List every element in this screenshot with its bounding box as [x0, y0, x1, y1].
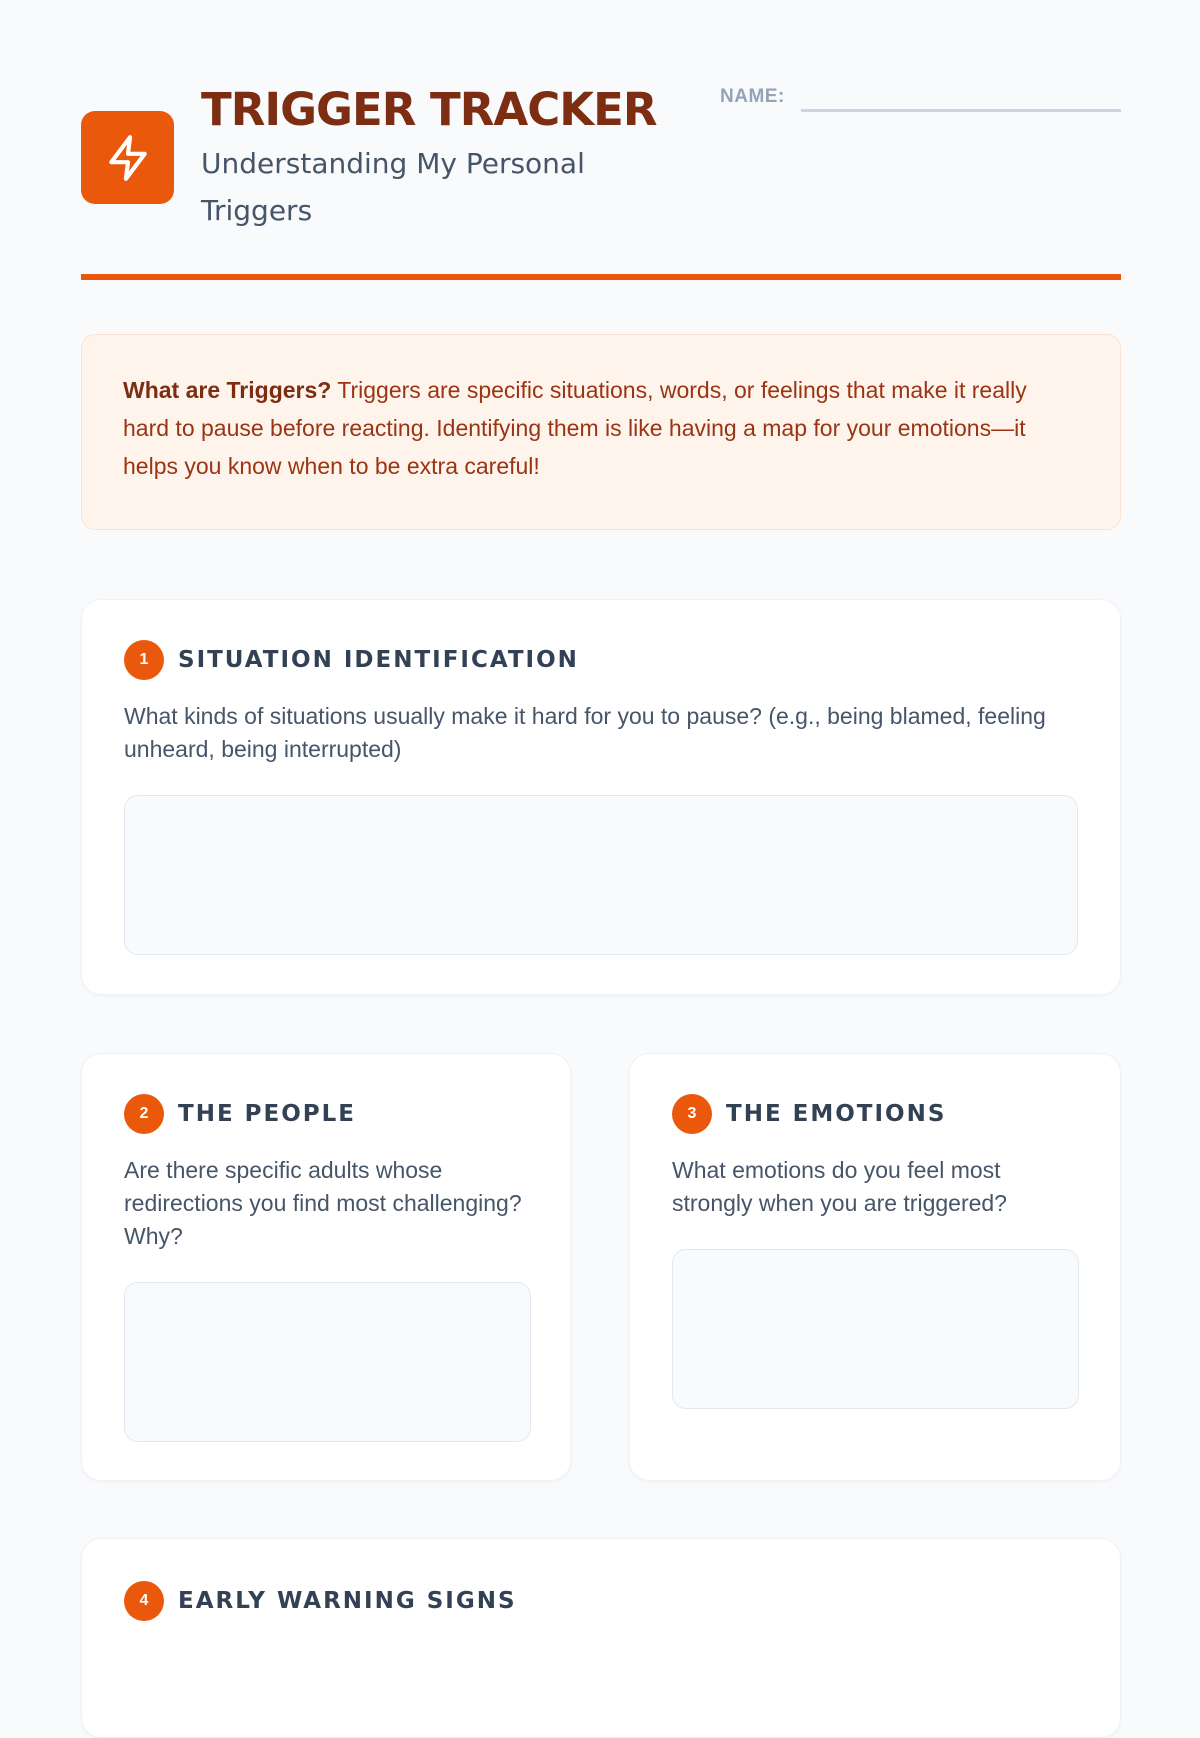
- section-the-people: [81, 1053, 571, 1481]
- header-divider: [81, 274, 1121, 280]
- section-prompt: Are there specific adults whose redirections you find most challenging? Why?: [124, 1157, 522, 1249]
- section-prompt: What kinds of situations usually make it hard for you to pause? (e.g., being blamed, feeling unheard, being interrupted): [124, 703, 1046, 762]
- name-label: NAME:: [720, 86, 785, 107]
- section-number-badge: 2: [124, 1094, 164, 1134]
- section-situation-identification: [81, 599, 1121, 995]
- section-header: [124, 1094, 356, 1134]
- logo-badge: [81, 111, 174, 204]
- intro-callout: [81, 334, 1121, 530]
- section-title: SITUATION IDENTIFICATION: [178, 647, 579, 673]
- section-the-emotions: [629, 1053, 1121, 1481]
- worksheet-page: [81, 0, 1121, 1614]
- situation-answer-box[interactable]: [124, 795, 1078, 955]
- section-title: EARLY WARNING SIGNS: [178, 1588, 517, 1614]
- section-number-badge: 3: [672, 1094, 712, 1134]
- section-number-badge: 4: [124, 1581, 164, 1621]
- emotions-answer-box[interactable]: [672, 1249, 1079, 1409]
- page-subtitle: Understanding My Personal Triggers: [201, 147, 585, 227]
- section-title: THE EMOTIONS: [726, 1101, 947, 1127]
- section-number-badge: 1: [124, 640, 164, 680]
- name-field[interactable]: [801, 109, 1121, 112]
- section-header: [124, 1581, 517, 1621]
- page-title: TRIGGER TRACKER: [201, 83, 657, 136]
- lightning-bolt-icon: [103, 133, 153, 183]
- worksheet-header: [81, 0, 1121, 280]
- section-header: [124, 640, 579, 680]
- people-answer-box[interactable]: [124, 1282, 531, 1442]
- intro-text: Triggers are specific situations, words, or feelings that make it really hard to pause before reacting. Identifying them is like having a map for your emotions—it helps you know when to be extra careful!: [123, 377, 1027, 479]
- intro-heading: What are Triggers?: [123, 377, 332, 403]
- section-header: [672, 1094, 946, 1134]
- section-early-warning-signs: [81, 1538, 1121, 1738]
- section-title: THE PEOPLE: [178, 1101, 357, 1127]
- section-prompt: What emotions do you feel most strongly when you are triggered?: [672, 1157, 1007, 1216]
